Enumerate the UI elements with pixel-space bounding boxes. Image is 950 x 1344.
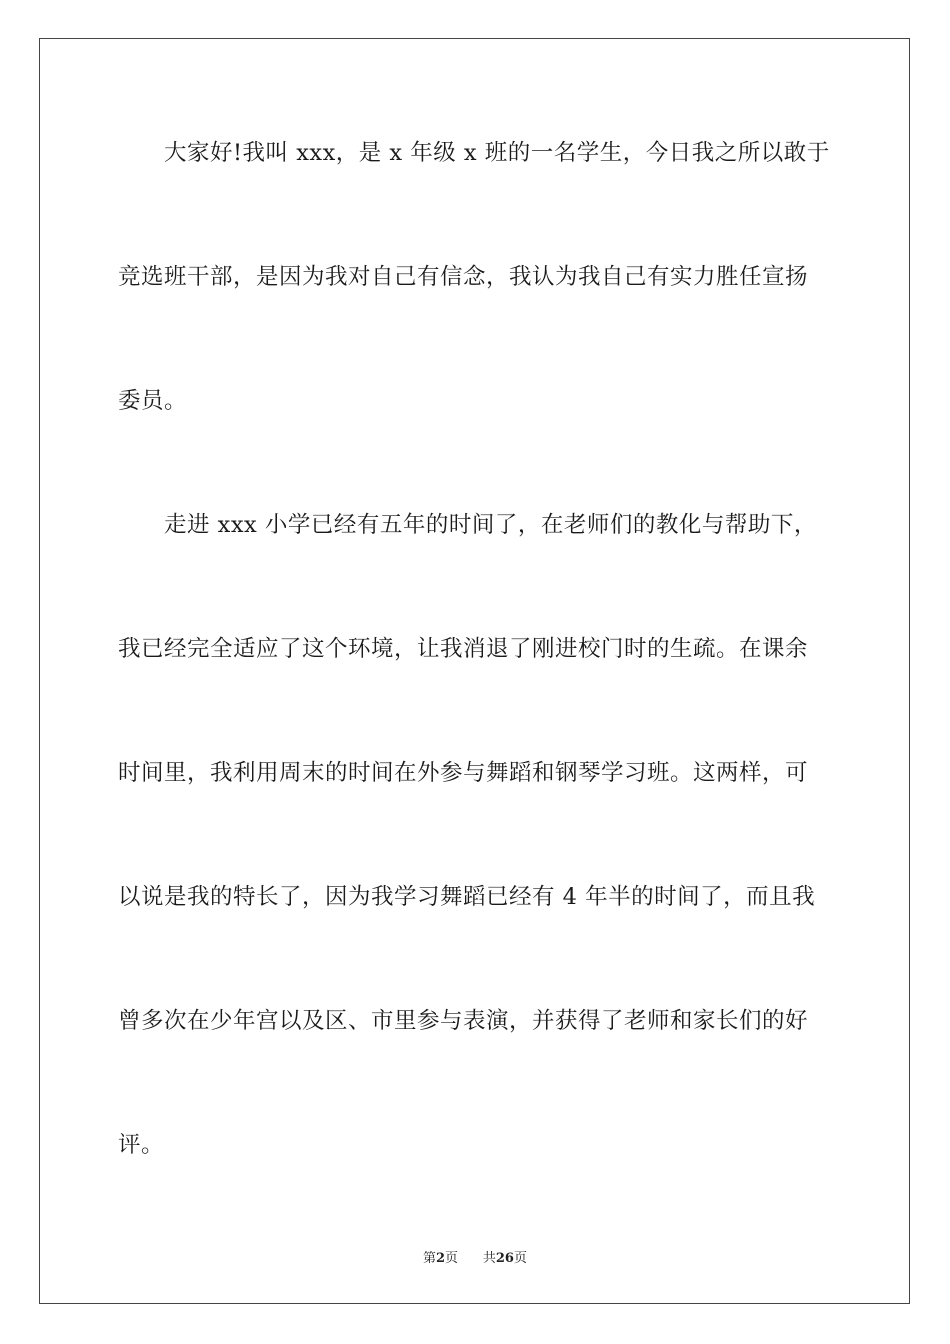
paragraph-line: 时间里，我利用周末的时间在外参与舞蹈和钢琴学习班。这两样，可: [118, 760, 809, 786]
paragraph-line: 曾多次在少年宫以及区、市里参与表演，并获得了老师和家长们的好: [118, 1008, 809, 1034]
total-pages-label: 共26页: [482, 1251, 527, 1266]
paragraph-line: 走进 xxx 小学已经有五年的时间了，在老师们的教化与帮助下，: [164, 512, 817, 538]
page-footer: [0, 1247, 950, 1266]
paragraph-line: 评。: [118, 1132, 165, 1158]
paragraph-line: 以说是我的特长了，因为我学习舞蹈已经有 4 年半的时间了，而且我: [118, 884, 816, 910]
total-pages: 26: [495, 1251, 514, 1266]
paragraph-line: 委员。: [118, 388, 188, 414]
paragraph-line: 竞选班干部，是因为我对自己有信念，我认为我自己有实力胜任宣扬: [118, 264, 809, 290]
paragraph-line: 大家好!我叫 xxx，是 x 年级 x 班的一名学生，今日我之所以敢于: [164, 140, 830, 166]
page-label: 第2页: [422, 1251, 459, 1266]
page-number: 2: [436, 1251, 446, 1266]
page-border: [39, 38, 910, 1304]
paragraph-line: 我已经完全适应了这个环境，让我消退了刚进校门时的生疏。在课余: [118, 636, 809, 662]
